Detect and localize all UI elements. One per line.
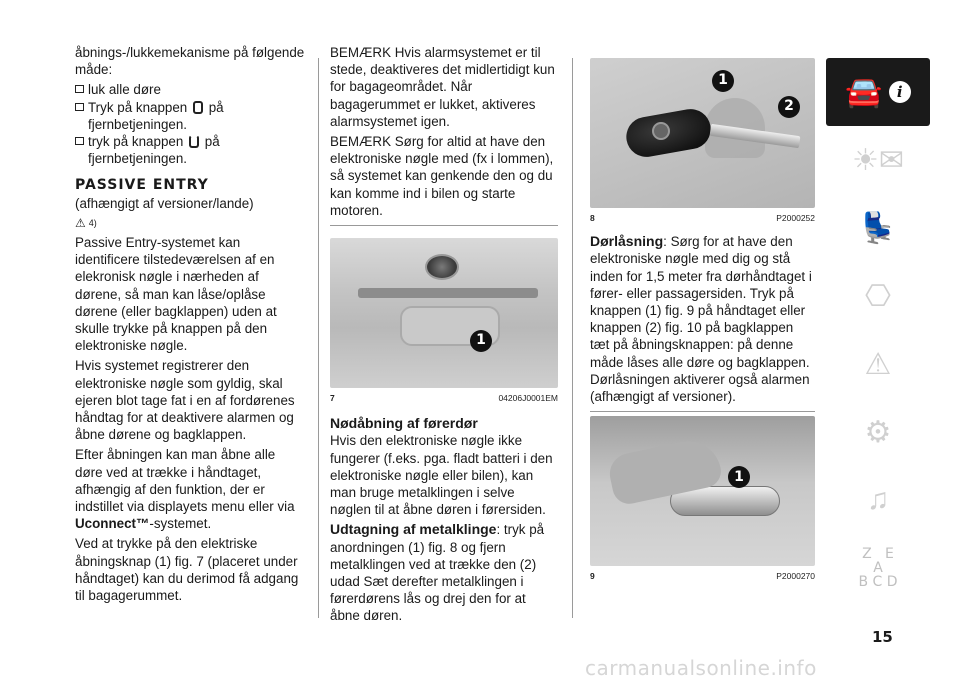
chapter-sidebar [826,58,930,602]
uconnect-term: Uconnect™ [75,516,150,532]
callout-2: 2 [778,96,800,118]
list-item [75,81,305,98]
heading-inline-locking: Dørlåsning [590,233,664,250]
list-item-text: tryk på knappen på fjernbetjeningen. [88,134,220,167]
paragraph: Passive Entry-systemet kan identificere tilstedeværelsen af en elekronisk nøgle i nærheden af dørene, så man kan låse/oplåse dørene (eller bagklappen) uden at skulle trykke på knappen på den elektroniske nøgle. [75,235,277,354]
figure-9-door-handle [590,416,815,566]
heading-note: (afhængigt af versioner/lande) [75,195,254,211]
note-paragraph: BEMÆRK Sørg for altid at have den elektroniske nøgle med (fx i lommen), så systemet kan genkende den og du kan komme ind i bilen og starte motoren. [330,134,554,218]
paragraph: Hvis den elektroniske nøgle ikke fungerer (f.eks. pga. fladt batteri i den elektroniske nøgle eller bilen), kan man bruge metalklingen i selve nøglen til at åbne døren i førersiden. [330,433,553,518]
page-number: 15 [872,628,893,646]
chapter-tab-driving[interactable] [826,262,930,330]
chapter-tab-safety[interactable] [826,194,930,262]
chapter-tab-warning-lights[interactable] [826,126,930,194]
list-item-text: Tryk på knappen på fjernbetjeningen. [88,99,224,132]
figure-rule [590,411,815,412]
figure-7-trunk-button [330,238,558,388]
note-paragraph: BEMÆRK Hvis alarmsystemet er til stede, deaktiveres det midlertidigt kun for bagageområdet. Når bagagerummet er lukket, aktiveres alarmsystemet igen. [330,45,555,129]
chapter-tab-car-info[interactable] [826,58,930,126]
warning-reference: ⚠ 4) [75,215,305,232]
figure-caption: 9 P2000270 [590,571,815,582]
navigation-music-icon: ♫ [866,483,890,516]
car-info-icon: 🚘 [845,75,883,109]
chapter-tab-maintenance[interactable] [826,398,930,466]
text-column-1 [75,44,305,607]
bullet-box-icon [75,85,84,93]
text-column-3 [590,58,815,585]
list-item [75,99,305,133]
accident-icon: ⚠ [864,347,892,381]
paragraph: Efter åbningen kan man åbne alle døre ved at trække i håndtaget, afhængig af den funktion, der er indstillet via displayets menu eller via Uconnect™-systemet. [75,447,295,532]
figure-rule [330,225,558,226]
paragraph: Udtagning af metalklinge: tryk på anordningen (1) fig. 8 og fjern metalklingen ved at trække den (2) udad Sæt derefter metalklingen i førerdørens lås og drej den for at åbne døren. [330,521,545,624]
heading-emergency-opening: Nødåbning af førerdør [330,415,478,432]
section-heading-passive-entry: PASSIVE ENTRY [75,177,209,194]
callout-1: 1 [712,70,734,92]
info-icon: i [889,81,911,103]
column-divider [318,58,319,618]
seat-airbag-icon: 💺 [859,211,897,245]
paragraph: Hvis systemet registrerer den elektroniske nøgle som gyldig, skal ejeren blot tage fat i en af fordørenes håndtag for at deaktivere alarmen og åbne dørene og bagklappen. [75,358,295,443]
heading-inline-blade: Udtagning af metalklinge [330,521,497,538]
steering-wheel-icon: ⎔ [864,279,892,313]
chapter-tab-multimedia[interactable] [826,466,930,534]
callout-1: 1 [728,466,750,488]
figure-caption: 8 P2000252 [590,213,815,223]
intro-text: åbnings-/lukkemekanisme på følgende måde: [75,45,305,78]
lock-icon [193,101,203,114]
paragraph: Ved at trykke på den elektriske åbningsknap (1) fig. 7 (placeret under håndtaget) kan du derimod få adgang til bagagerummet. [75,536,299,604]
list-item-text: luk alle døre [88,82,161,98]
warning-lights-icon: ☀✉ [851,143,905,177]
bullet-box-icon [75,137,84,145]
callout-1: 1 [470,330,492,352]
paragraph: Dørlåsning: Sørg for at have den elektroniske nøgle med dig og stå inden for 1,5 meter fra dørhåndtaget i fører- eller passagersiden. Tryk på knappen (1) fig. 9 på håndtaget eller knappen (2) fig. 10 på bagklappen tæt på åbningsknappen: på denne måde låses alle døre og bagklappen. Dørlåsningen aktiverer også alarmen (afhængigt af versioner). [590,233,812,405]
column-divider [572,58,573,618]
chapter-tab-emergency[interactable] [826,330,930,398]
watermark: carmanualsonline.info [585,656,817,680]
figure-caption: 7 04206J0001EM [330,393,558,404]
figure-8-key-blade [590,58,815,208]
unlock-icon [189,135,199,148]
text-column-2 [330,44,558,628]
bullet-box-icon [75,103,84,111]
index-letters-icon: Z E A B C D [858,546,898,590]
fiat-badge-icon [425,254,459,280]
list-item [75,133,305,167]
warning-triangle-icon: ⚠ [75,215,86,230]
gear-service-icon: ⚙ [864,415,892,449]
chapter-tab-index[interactable] [826,534,930,602]
